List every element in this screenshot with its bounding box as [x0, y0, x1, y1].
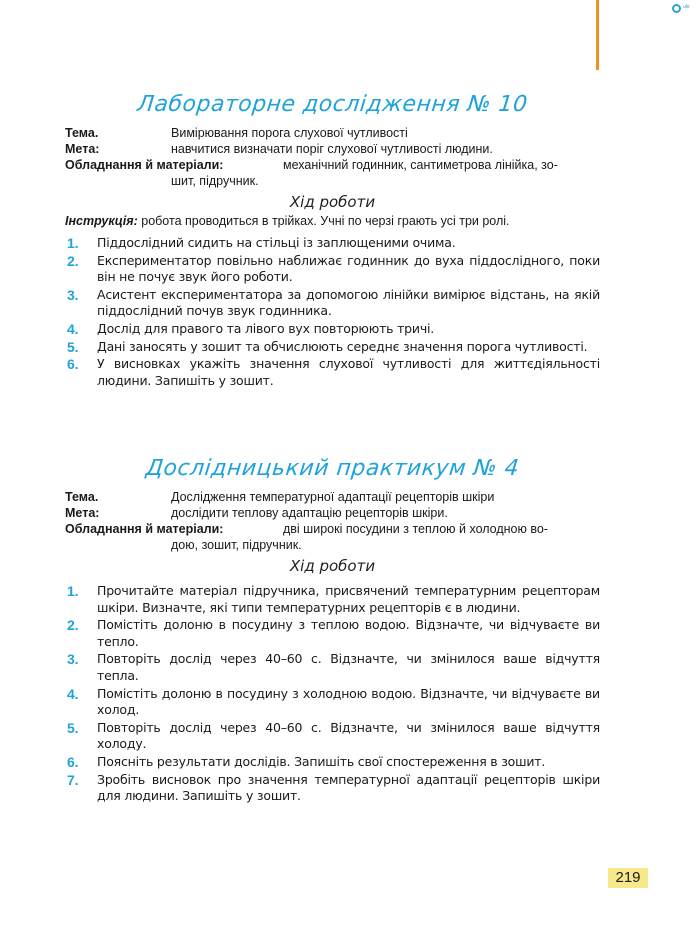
step-text: Асистент експериментатора за допомогою лінійки вимірює відстань, на якій піддослідний почув звук годинника. [97, 286, 600, 319]
step-text: Поясніть результати дослідів. Запишіть свої спостереження в зошит. [97, 753, 546, 769]
step-text: Дослід для правого та лівого вух повторюють тричі. [97, 320, 435, 336]
list-item [65, 754, 600, 771]
step-number: 1. [67, 235, 79, 251]
step-number: 4. [67, 685, 79, 702]
practicum-steps-list [65, 583, 600, 805]
lab-progress-title: Хід роботи [289, 193, 376, 211]
step-number: 6. [67, 753, 79, 770]
step-text: Повторіть дослід через 40–60 с. Відзначте, чи змінилося ваше відчуття тепла. [97, 651, 600, 683]
lab-equipment-row [65, 157, 600, 189]
step-text: Експериментатор повільно наближає годинник до вуха піддослідного, поки він не почує звук його роботи. [97, 252, 600, 285]
list-item [65, 686, 600, 719]
step-text: Повторіть дослід через 40–60 с. Відзначте, чи змінилося ваше відчуття холоду. [97, 719, 600, 752]
logo-icon [672, 4, 681, 13]
practicum-goal-row [65, 505, 600, 521]
step-text: Дані заносять у зошит та обчислюють середнє значення порога чутливості. [97, 338, 588, 354]
practicum-goal-label: Мета: [65, 506, 100, 520]
practicum-equipment-row [65, 521, 600, 553]
step-number: 5. [67, 719, 79, 736]
page-number: 219 [608, 868, 648, 888]
step-number: 5. [67, 338, 79, 355]
practicum-goal-value: дослідити теплову адаптацію рецепторів шкіри. [171, 506, 448, 520]
practicum-equipment-value-1: дві широкі посудини з теплою й холодною во- [283, 522, 548, 536]
list-item [65, 772, 600, 805]
corner-label: ukr [683, 4, 690, 10]
practicum-section [65, 456, 600, 806]
lab-instruction-text: робота проводиться в трійках. Учні по черзі грають усі три ролі. [137, 214, 510, 228]
lab-goal-value: навчитися визначати поріг слухової чутливості людини. [171, 142, 493, 156]
step-text: Зробіть висновок про значення температурної адаптації рецепторів шкіри для людини. Запишіть у зошит. [97, 771, 600, 804]
step-number: 6. [67, 356, 79, 373]
practicum-title: Дослідницький практикум № 4 [144, 456, 521, 481]
lab-section [65, 92, 600, 390]
step-number: 2. [67, 617, 79, 634]
lab-instruction-label: Інструкція: [65, 214, 138, 228]
practicum-equipment-label: Обладнання й матеріали: [65, 522, 224, 536]
lab-equipment-label: Обладнання й матеріали: [65, 158, 224, 172]
list-item [65, 356, 600, 389]
step-number: 2. [67, 252, 79, 269]
lab-equipment-value-1: механічний годинник, сантиметрова лінійка, зо- [283, 158, 558, 172]
list-item [65, 651, 600, 684]
list-item [65, 339, 600, 356]
margin-accent-line [596, 0, 599, 70]
practicum-topic-label: Тема. [65, 490, 99, 504]
lab-title: Лабораторне дослідження № 10 [136, 92, 529, 117]
step-text: У висновках укажіть значення слухової чутливості для життєдіяльності людини. Запишіть у зошит. [97, 356, 600, 388]
step-text: Прочитайте матеріал підручника, присвячений температурним рецепторам шкіри. Визначте, які типи температурних рецепторів є в людини. [97, 583, 600, 615]
lab-topic-value: Вимірювання порога слухової чутливості [171, 126, 408, 140]
list-item [65, 287, 600, 320]
list-item [65, 720, 600, 753]
list-item [65, 235, 600, 252]
lab-topic-label: Тема. [65, 126, 99, 140]
list-item [65, 617, 600, 650]
lab-topic-row [65, 125, 600, 141]
step-number: 4. [67, 320, 79, 337]
list-item [65, 583, 600, 616]
step-number: 7. [67, 771, 79, 788]
step-number: 3. [67, 286, 79, 303]
step-text: Піддослідний сидить на стільці із заплющеними очима. [97, 235, 456, 250]
lab-instruction [65, 213, 600, 229]
practicum-progress-title: Хід роботи [289, 557, 376, 575]
step-text: Помістіть долоню в посудину з холодною водою. Відзначте, чи відчуваєте ви холод. [97, 685, 600, 718]
lab-steps-list [65, 235, 600, 389]
step-text: Помістіть долоню в посудину з теплою водою. Відзначте, чи відчуваєте ви тепло. [97, 617, 600, 649]
list-item [65, 321, 600, 338]
step-number: 3. [67, 651, 79, 668]
list-item [65, 253, 600, 286]
practicum-topic-row [65, 489, 600, 505]
lab-goal-label: Мета: [65, 142, 100, 156]
practicum-topic-value: Дослідження температурної адаптації рецепторів шкіри [171, 490, 495, 504]
step-number: 1. [67, 583, 79, 599]
lab-equipment-value-2: шит, підручник. [171, 174, 259, 188]
lab-goal-row [65, 141, 600, 157]
practicum-equipment-value-2: дою, зошит, підручник. [171, 538, 302, 552]
